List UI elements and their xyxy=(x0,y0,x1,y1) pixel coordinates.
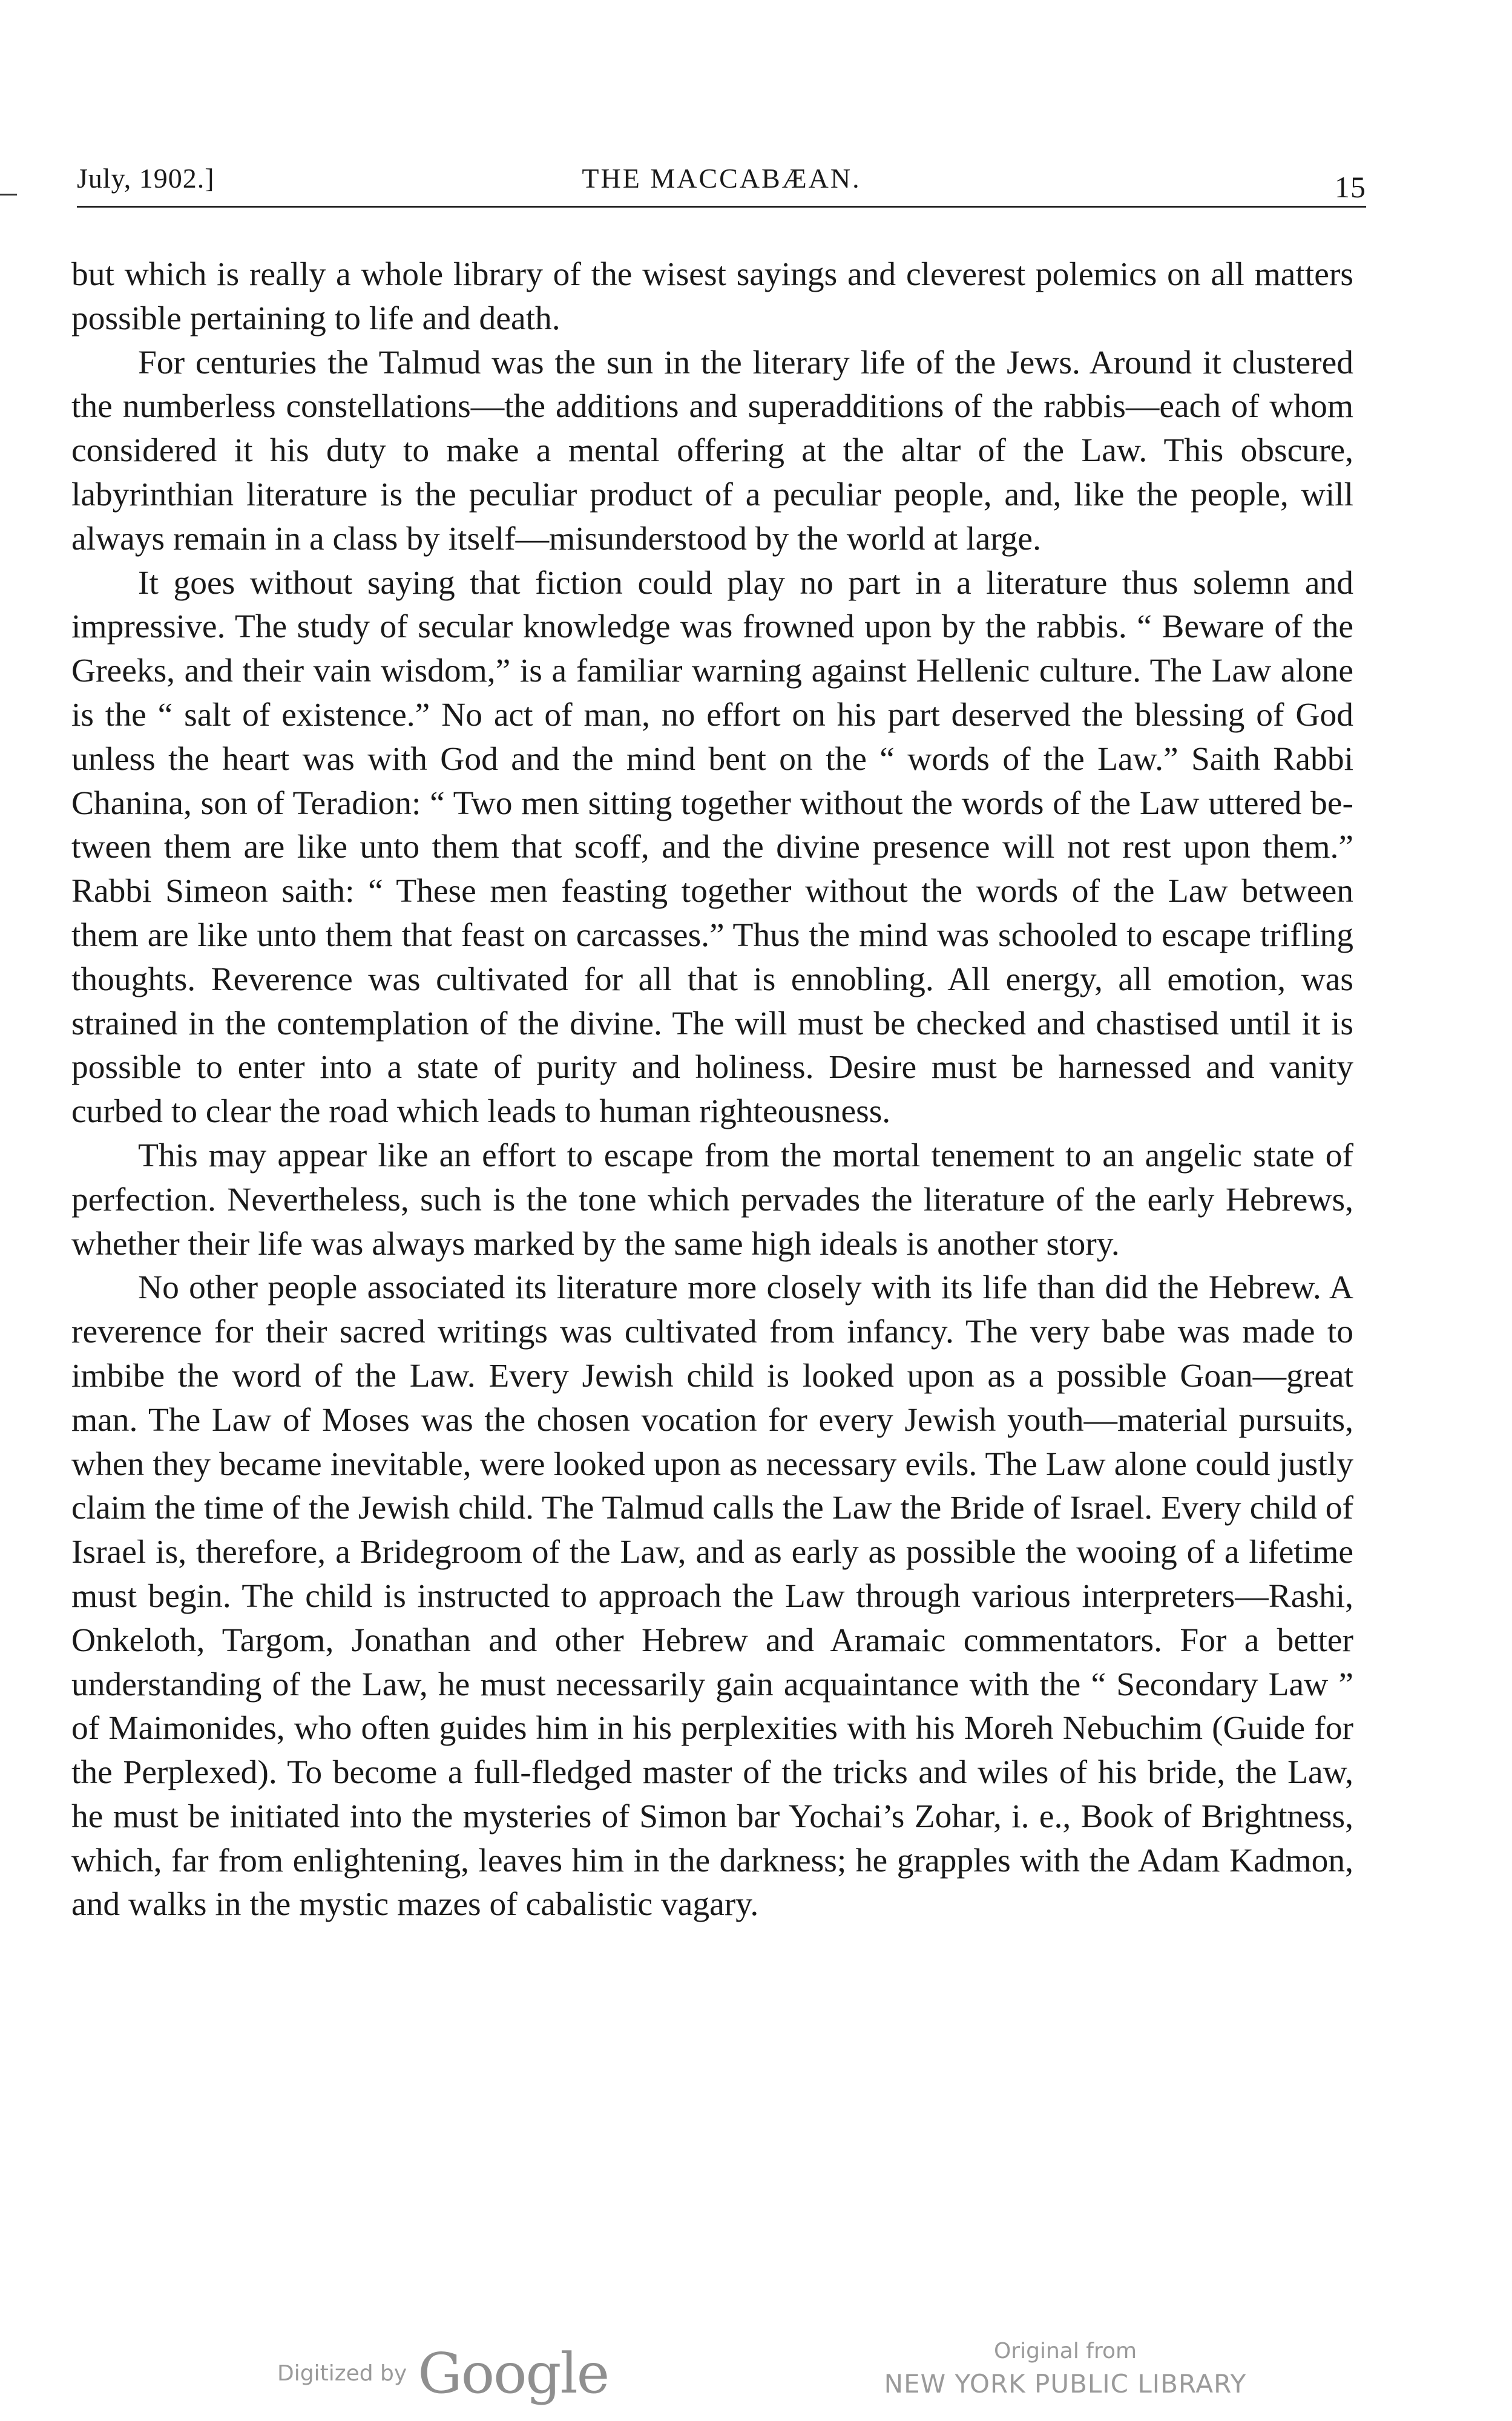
running-head xyxy=(77,156,1366,205)
page-number: 15 xyxy=(1335,170,1366,204)
original-from-label: Original from xyxy=(993,2339,1137,2364)
paragraph-continued: but which is really a whole library of the wisest sayings and cleverest polemics on all matters possible pertaining to life and death. xyxy=(71,256,1353,337)
digitized-prefix: Digitized by xyxy=(277,2360,407,2386)
header-rule xyxy=(77,206,1366,208)
margin-mark xyxy=(0,194,17,195)
digitized-by-mark xyxy=(277,2340,608,2406)
google-logo: Google xyxy=(418,2341,609,2406)
scan-footer xyxy=(0,2336,1512,2409)
paragraph-angelic-state: This may appear like an effort to escape from the mortal tenement to an angelic state of perfection. Nevertheless, such is the tone which pervades the literature of the early Hebrews, whether their life was always marked by the same high ideals is another story. xyxy=(71,1137,1353,1263)
issue-date: July, 1902.] xyxy=(77,163,215,194)
paragraph-reverence: No other people associated its literature more closely with its life than did the Hebrew. A reverence for their sacred writings was cultivated from infancy. The very babe was made to imbibe the word of the Law. Every Jewish child is looked upon as a possible Goan—great man. The Law of Moses was the chosen vocation for every Jewish youth—material pursuits, when they became inevitable, were looked upon as necessary evils. The Law alone could justly claim the time of the Jewish child. The Talmud calls the Law the Bride of Israel. Every child of Israel is, therefore, a Bridegroom of the Law, and as early as possible the wooing of a lifetime must begin. The child is instructed to approach the Law through various interpreters—Rashi, Onkeloth, Targom, Jonathan and other Hebrew and Aramaic commentators. For a better understanding of the Law, he must necessarily gain acquaintance with the “ Secondary Law ” of Maimonides, who often guides him in his perplexities with his Moreh Nebuchim (Guide for the Perplexed). To become a full-fledged master of the tricks and wiles of his bride, the Law, he must be initiated into the mysteries of Simon bar Yochai’s Zohar, i. e., Book of Brightness, which, far from enlightening, leaves him in the darkness; he grapples with the Adam Kadmon, and walks in the mystic mazes of cabalistic vagary. xyxy=(71,1269,1353,1923)
original-from-mark xyxy=(878,2336,1253,2402)
library-name: NEW YORK PUBLIC LIBRARY xyxy=(884,2369,1247,2399)
paragraph-fiction: It goes without saying that fiction could play no part in a literature thus solemn and impressive. The study of secular knowledge was frowned upon by the rabbis. “ Beware of the Greeks, and their vain wisdom,” is a familiar warning against Hellenic culture. The Law alone is the “ salt of existence.” No act of man, no effort on his part deserved the blessing of God unless the heart was with God and the mind bent on the “ words of the Law.” Saith Rabbi Chanina, son of Teradion: “ Two men sitting together without the words of the Law uttered between them are like unto them that scoff, and the divine presence will not rest upon them.” Rabbi Simeon saith: “ These men feasting together without the words of the Law between them are like unto them that feast on carcasses.” Thus the mind was schooled to escape trifling thoughts. Reverence was cultivated for all that is ennobling. All energy, all emotion, was strained in the contemplation of the divine. The will must be checked and chastised until it is possible to enter into a state of purity and holiness. Desire must be harnessed and vanity curbed to clear the road which leads to human righteousness. xyxy=(71,564,1353,1131)
journal-title: THE MACCABÆAN. xyxy=(582,163,861,194)
article-body xyxy=(71,253,1353,1927)
paragraph-talmud-sun: For centuries the Talmud was the sun in the literary life of the Jews. Around it clustered the numberless constellations—the additions and superadditions of the rabbis—each of whom considered it his duty to make a mental offering at the altar of the Law. This obscure, labyrinthian literature is the peculiar product of a peculiar people, and, like the people, will always remain in a class by itself—misunderstood by the world at large. xyxy=(71,344,1353,557)
